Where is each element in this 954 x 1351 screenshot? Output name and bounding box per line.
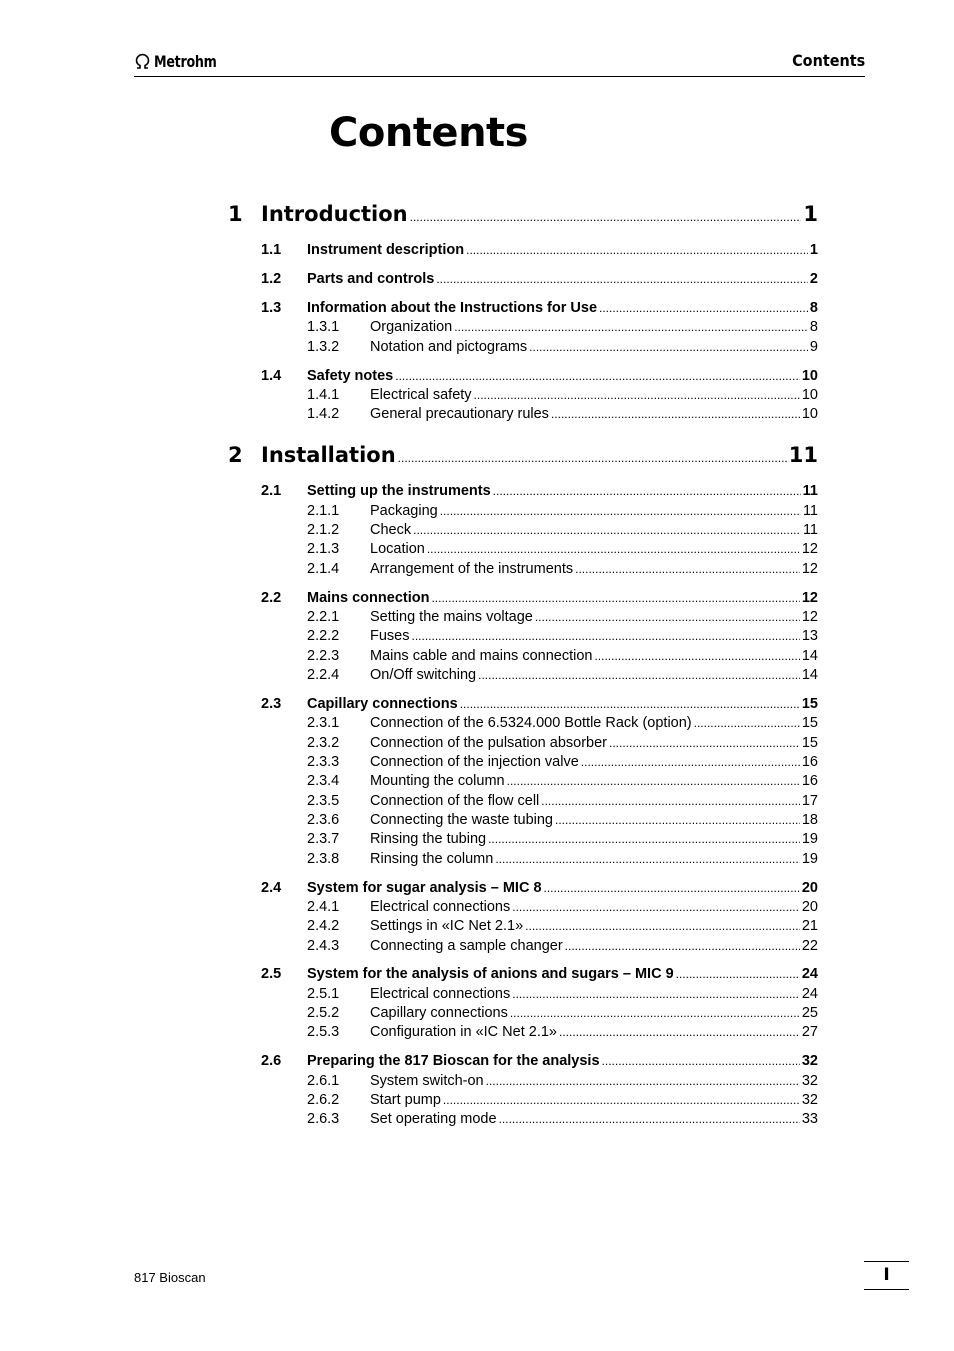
- toc-dot-leader: [602, 1054, 800, 1068]
- toc-entry-page: 11: [802, 483, 818, 499]
- toc-entry-page: 14: [801, 648, 818, 664]
- toc-entry-title: Check: [370, 522, 412, 538]
- toc-entry-page: 24: [801, 966, 818, 982]
- toc-entry-number: 2.1: [261, 483, 282, 499]
- toc-entry-chapter[interactable]: [228, 202, 818, 230]
- toc-entry-page: 22: [801, 938, 818, 954]
- toc-entry-title: Information about the Instructions for Use: [307, 300, 598, 316]
- footer-page-number: I: [864, 1261, 909, 1290]
- toc-entry-page: 20: [801, 899, 818, 915]
- toc-entry-page: 15: [801, 735, 818, 751]
- toc-dot-leader: [493, 484, 801, 498]
- toc-dot-leader: [398, 451, 787, 465]
- toc-entry-page: 10: [801, 406, 818, 422]
- toc-entry-page: 21: [801, 918, 818, 934]
- toc-entry-number: 1.1: [261, 242, 282, 258]
- toc-entry-title: Instrument description: [307, 242, 465, 258]
- toc-entry-title: Connecting the waste tubing: [370, 812, 553, 828]
- toc-entry-title: Rinsing the column: [370, 851, 494, 867]
- toc-entry-page: 9: [809, 339, 818, 355]
- toc-dot-leader: [488, 832, 800, 846]
- toc-entry-sub[interactable]: [307, 899, 818, 917]
- toc-entry-title: Rinsing the tubing: [370, 831, 487, 847]
- toc-entry-section[interactable]: [261, 271, 818, 289]
- toc-dot-leader: [559, 1025, 800, 1039]
- toc-dot-leader: [575, 562, 800, 576]
- toc-entry-sub[interactable]: [307, 735, 818, 753]
- toc-entry-page: 15: [801, 715, 818, 731]
- toc-entry-page: 12: [801, 541, 818, 557]
- toc-entry-number: 1: [228, 202, 243, 226]
- toc-entry-title: Settings in «IC Net 2.1»: [370, 918, 524, 934]
- toc-entry-sub[interactable]: [307, 831, 818, 849]
- toc-entry-sub[interactable]: [307, 561, 818, 579]
- page-title: Contents: [329, 110, 528, 156]
- toc-entry-sub[interactable]: [307, 938, 818, 956]
- toc-entry-number: 2.2.4: [307, 667, 340, 683]
- toc-entry-page: 8: [809, 300, 818, 316]
- toc-entry-sub[interactable]: [307, 648, 818, 666]
- toc-entry-sub[interactable]: [307, 715, 818, 733]
- toc-entry-title: Setting up the instruments: [307, 483, 491, 499]
- toc-entry-sub[interactable]: [307, 851, 818, 869]
- toc-entry-title: Mains connection: [307, 590, 430, 606]
- toc-entry-title: Electrical connections: [370, 899, 511, 915]
- toc-dot-leader: [565, 939, 800, 953]
- toc-entry-section[interactable]: [261, 696, 818, 714]
- toc-entry-page: 25: [801, 1005, 818, 1021]
- toc-entry-title: Configuration in «IC Net 2.1»: [370, 1024, 557, 1040]
- toc-entry-number: 2.4.3: [307, 938, 340, 954]
- toc-entry-chapter[interactable]: [228, 443, 818, 471]
- toc-entry-number: 1.2: [261, 271, 282, 287]
- toc-dot-leader: [599, 301, 808, 315]
- toc-dot-leader: [581, 755, 800, 769]
- toc-entry-page: 12: [801, 609, 818, 625]
- toc-entry-number: 2.3.3: [307, 754, 340, 770]
- toc-entry-page: 10: [801, 368, 818, 384]
- toc-entry-title: Parts and controls: [307, 271, 435, 287]
- toc-entry-title: Notation and pictograms: [370, 339, 528, 355]
- toc-entry-page: 16: [801, 773, 818, 789]
- toc-entry-page: 14: [801, 667, 818, 683]
- toc-entry-title: Connection of the injection valve: [370, 754, 579, 770]
- toc-entry-section[interactable]: [261, 966, 818, 984]
- toc-entry-title: Organization: [370, 319, 453, 335]
- toc-entry-page: 32: [801, 1073, 818, 1089]
- toc-dot-leader: [525, 919, 800, 933]
- toc-entry-sub[interactable]: [307, 541, 818, 559]
- toc-dot-leader: [676, 967, 800, 981]
- toc-entry-sub[interactable]: [307, 609, 818, 627]
- toc-entry-section[interactable]: [261, 590, 818, 608]
- toc-entry-section[interactable]: [261, 1053, 818, 1071]
- toc-entry-page: 33: [801, 1111, 818, 1127]
- toc-entry-page: 2: [809, 271, 818, 287]
- toc-dot-leader: [512, 987, 800, 1001]
- toc-entry-sub[interactable]: [307, 628, 818, 646]
- toc-entry-page: 12: [801, 561, 818, 577]
- toc-entry-number: 2.5: [261, 966, 282, 982]
- toc-entry-section[interactable]: [261, 368, 818, 386]
- toc-dot-leader: [499, 1112, 800, 1126]
- toc-entry-title: Capillary connections: [307, 696, 458, 712]
- toc-entry-section[interactable]: [261, 880, 818, 898]
- toc-entry-title: Packaging: [370, 503, 438, 519]
- toc-entry-number: 2.6.3: [307, 1111, 340, 1127]
- toc-entry-section[interactable]: [261, 483, 818, 501]
- toc-entry-sub[interactable]: [307, 1024, 818, 1042]
- toc-entry-page: 19: [801, 831, 818, 847]
- toc-entry-page: 1: [809, 242, 818, 258]
- toc-dot-leader: [427, 542, 800, 556]
- footer-product: 817 Bioscan: [134, 1270, 206, 1285]
- toc-entry-number: 2.2: [261, 590, 282, 606]
- toc-dot-leader: [412, 629, 800, 643]
- toc-entry-page: 32: [801, 1053, 818, 1069]
- toc-entry-number: 2.1.4: [307, 561, 340, 577]
- toc-entry-title: Set operating mode: [370, 1111, 497, 1127]
- toc-dot-leader: [551, 407, 800, 421]
- toc-entry-page: 20: [801, 880, 818, 896]
- toc-entry-number: 2.4.1: [307, 899, 340, 915]
- toc-entry-title: Electrical connections: [370, 986, 511, 1002]
- toc-entry-number: 1.4.2: [307, 406, 340, 422]
- toc-entry-number: 2.3.1: [307, 715, 340, 731]
- toc-entry-number: 2.3.2: [307, 735, 340, 751]
- toc-dot-leader: [507, 774, 800, 788]
- toc-entry-sub[interactable]: [307, 1111, 818, 1129]
- toc-entry-sub[interactable]: [307, 503, 818, 521]
- toc-entry-sub[interactable]: [307, 522, 818, 540]
- toc-entry-title: Location: [370, 541, 425, 557]
- toc-dot-leader: [440, 504, 801, 518]
- toc-dot-leader: [474, 388, 800, 402]
- toc-entry-number: 2.3.4: [307, 773, 340, 789]
- toc-dot-leader: [395, 369, 800, 383]
- toc-entry-number: 1.3.2: [307, 339, 340, 355]
- toc-entry-page: 11: [802, 503, 818, 519]
- toc-dot-leader: [510, 1006, 800, 1020]
- toc-entry-sub[interactable]: [307, 773, 818, 791]
- toc-entry-sub[interactable]: [307, 918, 818, 936]
- toc-entry-page: 8: [809, 319, 818, 335]
- toc-dot-leader: [541, 794, 800, 808]
- toc-entry-number: 2.6.2: [307, 1092, 340, 1108]
- toc-dot-leader: [594, 649, 799, 663]
- toc-entry-title: Connection of the pulsation absorber: [370, 735, 607, 751]
- toc-entry-sub[interactable]: [307, 793, 818, 811]
- toc-entry-number: 2.3.7: [307, 831, 340, 847]
- toc-entry-page: 12: [801, 590, 818, 606]
- toc-entry-title: Mounting the column: [370, 773, 505, 789]
- toc-entry-number: 2.1.3: [307, 541, 340, 557]
- toc-entry-number: 2.2.2: [307, 628, 340, 644]
- toc-dot-leader: [460, 697, 800, 711]
- toc-entry-title: Introduction: [261, 202, 408, 226]
- toc-entry-title: System for sugar analysis – MIC 8: [307, 880, 542, 896]
- toc-entry-sub[interactable]: [307, 387, 818, 405]
- toc-entry-number: 1.4: [261, 368, 282, 384]
- toc-dot-leader: [454, 320, 808, 334]
- toc-entry-number: 2.4.2: [307, 918, 340, 934]
- toc-dot-leader: [512, 900, 800, 914]
- toc-entry-number: 2.3: [261, 696, 282, 712]
- toc-entry-number: 2.2.3: [307, 648, 340, 664]
- toc-entry-sub[interactable]: [307, 1005, 818, 1023]
- toc-entry-sub[interactable]: [307, 667, 818, 685]
- toc-entry-section[interactable]: [261, 242, 818, 260]
- toc-entry-page: 11: [788, 443, 818, 467]
- toc-entry-sub[interactable]: [307, 1092, 818, 1110]
- toc-dot-leader: [609, 736, 800, 750]
- toc-entry-page: 1: [803, 202, 818, 226]
- toc-entry-number: 2.6: [261, 1053, 282, 1069]
- toc-entry-sub[interactable]: [307, 339, 818, 357]
- header-title: Contents: [791, 51, 865, 70]
- toc-dot-leader: [478, 668, 800, 682]
- toc-dot-leader: [529, 340, 808, 354]
- toc-entry-sub[interactable]: [307, 812, 818, 830]
- toc-dot-leader: [495, 852, 800, 866]
- toc-dot-leader: [486, 1074, 800, 1088]
- toc-entry-section[interactable]: [261, 300, 818, 318]
- toc-entry-title: Installation: [261, 443, 396, 467]
- toc-dot-leader: [443, 1093, 800, 1107]
- logo-text: Metrohm: [154, 51, 217, 71]
- toc-entry-number: 2.4: [261, 880, 282, 896]
- toc-entry-number: 2.5.1: [307, 986, 340, 1002]
- toc-entry-number: 2.1.1: [307, 503, 340, 519]
- toc-entry-sub[interactable]: [307, 1073, 818, 1091]
- toc-entry-title: System switch-on: [370, 1073, 484, 1089]
- toc-entry-title: Mains cable and mains connection: [370, 648, 593, 664]
- toc-entry-title: Connection of the 6.5324.000 Bottle Rack (option): [370, 715, 692, 731]
- toc-dot-leader: [436, 272, 808, 286]
- toc-entry-title: On/Off switching: [370, 667, 477, 683]
- toc-entry-title: Setting the mains voltage: [370, 609, 533, 625]
- toc-entry-sub[interactable]: [307, 754, 818, 772]
- toc-entry-title: Connection of the flow cell: [370, 793, 540, 809]
- toc-entry-sub[interactable]: [307, 406, 818, 424]
- toc-entry-number: 1.3: [261, 300, 282, 316]
- toc-entry-number: 2.3.5: [307, 793, 340, 809]
- toc-dot-leader: [694, 716, 800, 730]
- toc-entry-number: 2.3.6: [307, 812, 340, 828]
- toc-entry-title: Fuses: [370, 628, 410, 644]
- toc-entry-page: 10: [801, 387, 818, 403]
- toc-entry-title: Safety notes: [307, 368, 394, 384]
- toc-entry-page: 19: [801, 851, 818, 867]
- toc-entry-title: System for the analysis of anions and sugars – MIC 9: [307, 966, 674, 982]
- toc-entry-number: 1.3.1: [307, 319, 340, 335]
- toc-dot-leader: [466, 243, 808, 257]
- toc-dot-leader: [555, 813, 800, 827]
- toc-entry-page: 11: [802, 522, 818, 538]
- toc-dot-leader: [535, 610, 800, 624]
- toc-entry-page: 32: [801, 1092, 818, 1108]
- toc-entry-page: 17: [801, 793, 818, 809]
- toc-entry-title: Connecting a sample changer: [370, 938, 563, 954]
- toc-entry-page: 24: [801, 986, 818, 1002]
- toc-entry-title: General precautionary rules: [370, 406, 549, 422]
- toc-dot-leader: [431, 591, 799, 605]
- toc-entry-page: 15: [801, 696, 818, 712]
- toc-entry-sub[interactable]: [307, 319, 818, 337]
- toc-entry-page: 18: [801, 812, 818, 828]
- toc-entry-page: 27: [801, 1024, 818, 1040]
- toc-entry-title: Preparing the 817 Bioscan for the analysis: [307, 1053, 600, 1069]
- toc-entry-number: 2: [228, 443, 243, 467]
- toc-dot-leader: [544, 881, 800, 895]
- toc-entry-number: 2.6.1: [307, 1073, 340, 1089]
- toc-entry-page: 13: [801, 628, 818, 644]
- toc-entry-sub[interactable]: [307, 986, 818, 1004]
- toc-entry-page: 16: [801, 754, 818, 770]
- toc-entry-number: 1.4.1: [307, 387, 340, 403]
- toc-entry-number: 2.2.1: [307, 609, 340, 625]
- toc-entry-title: Arrangement of the instruments: [370, 561, 574, 577]
- toc-entry-number: 2.1.2: [307, 522, 340, 538]
- toc-entry-number: 2.3.8: [307, 851, 340, 867]
- toc-entry-title: Capillary connections: [370, 1005, 508, 1021]
- toc-entry-number: 2.5.2: [307, 1005, 340, 1021]
- toc-entry-title: Start pump: [370, 1092, 441, 1108]
- toc-entry-title: Electrical safety: [370, 387, 472, 403]
- toc-dot-leader: [413, 523, 801, 537]
- toc-dot-leader: [410, 210, 802, 224]
- toc-entry-number: 2.5.3: [307, 1024, 340, 1040]
